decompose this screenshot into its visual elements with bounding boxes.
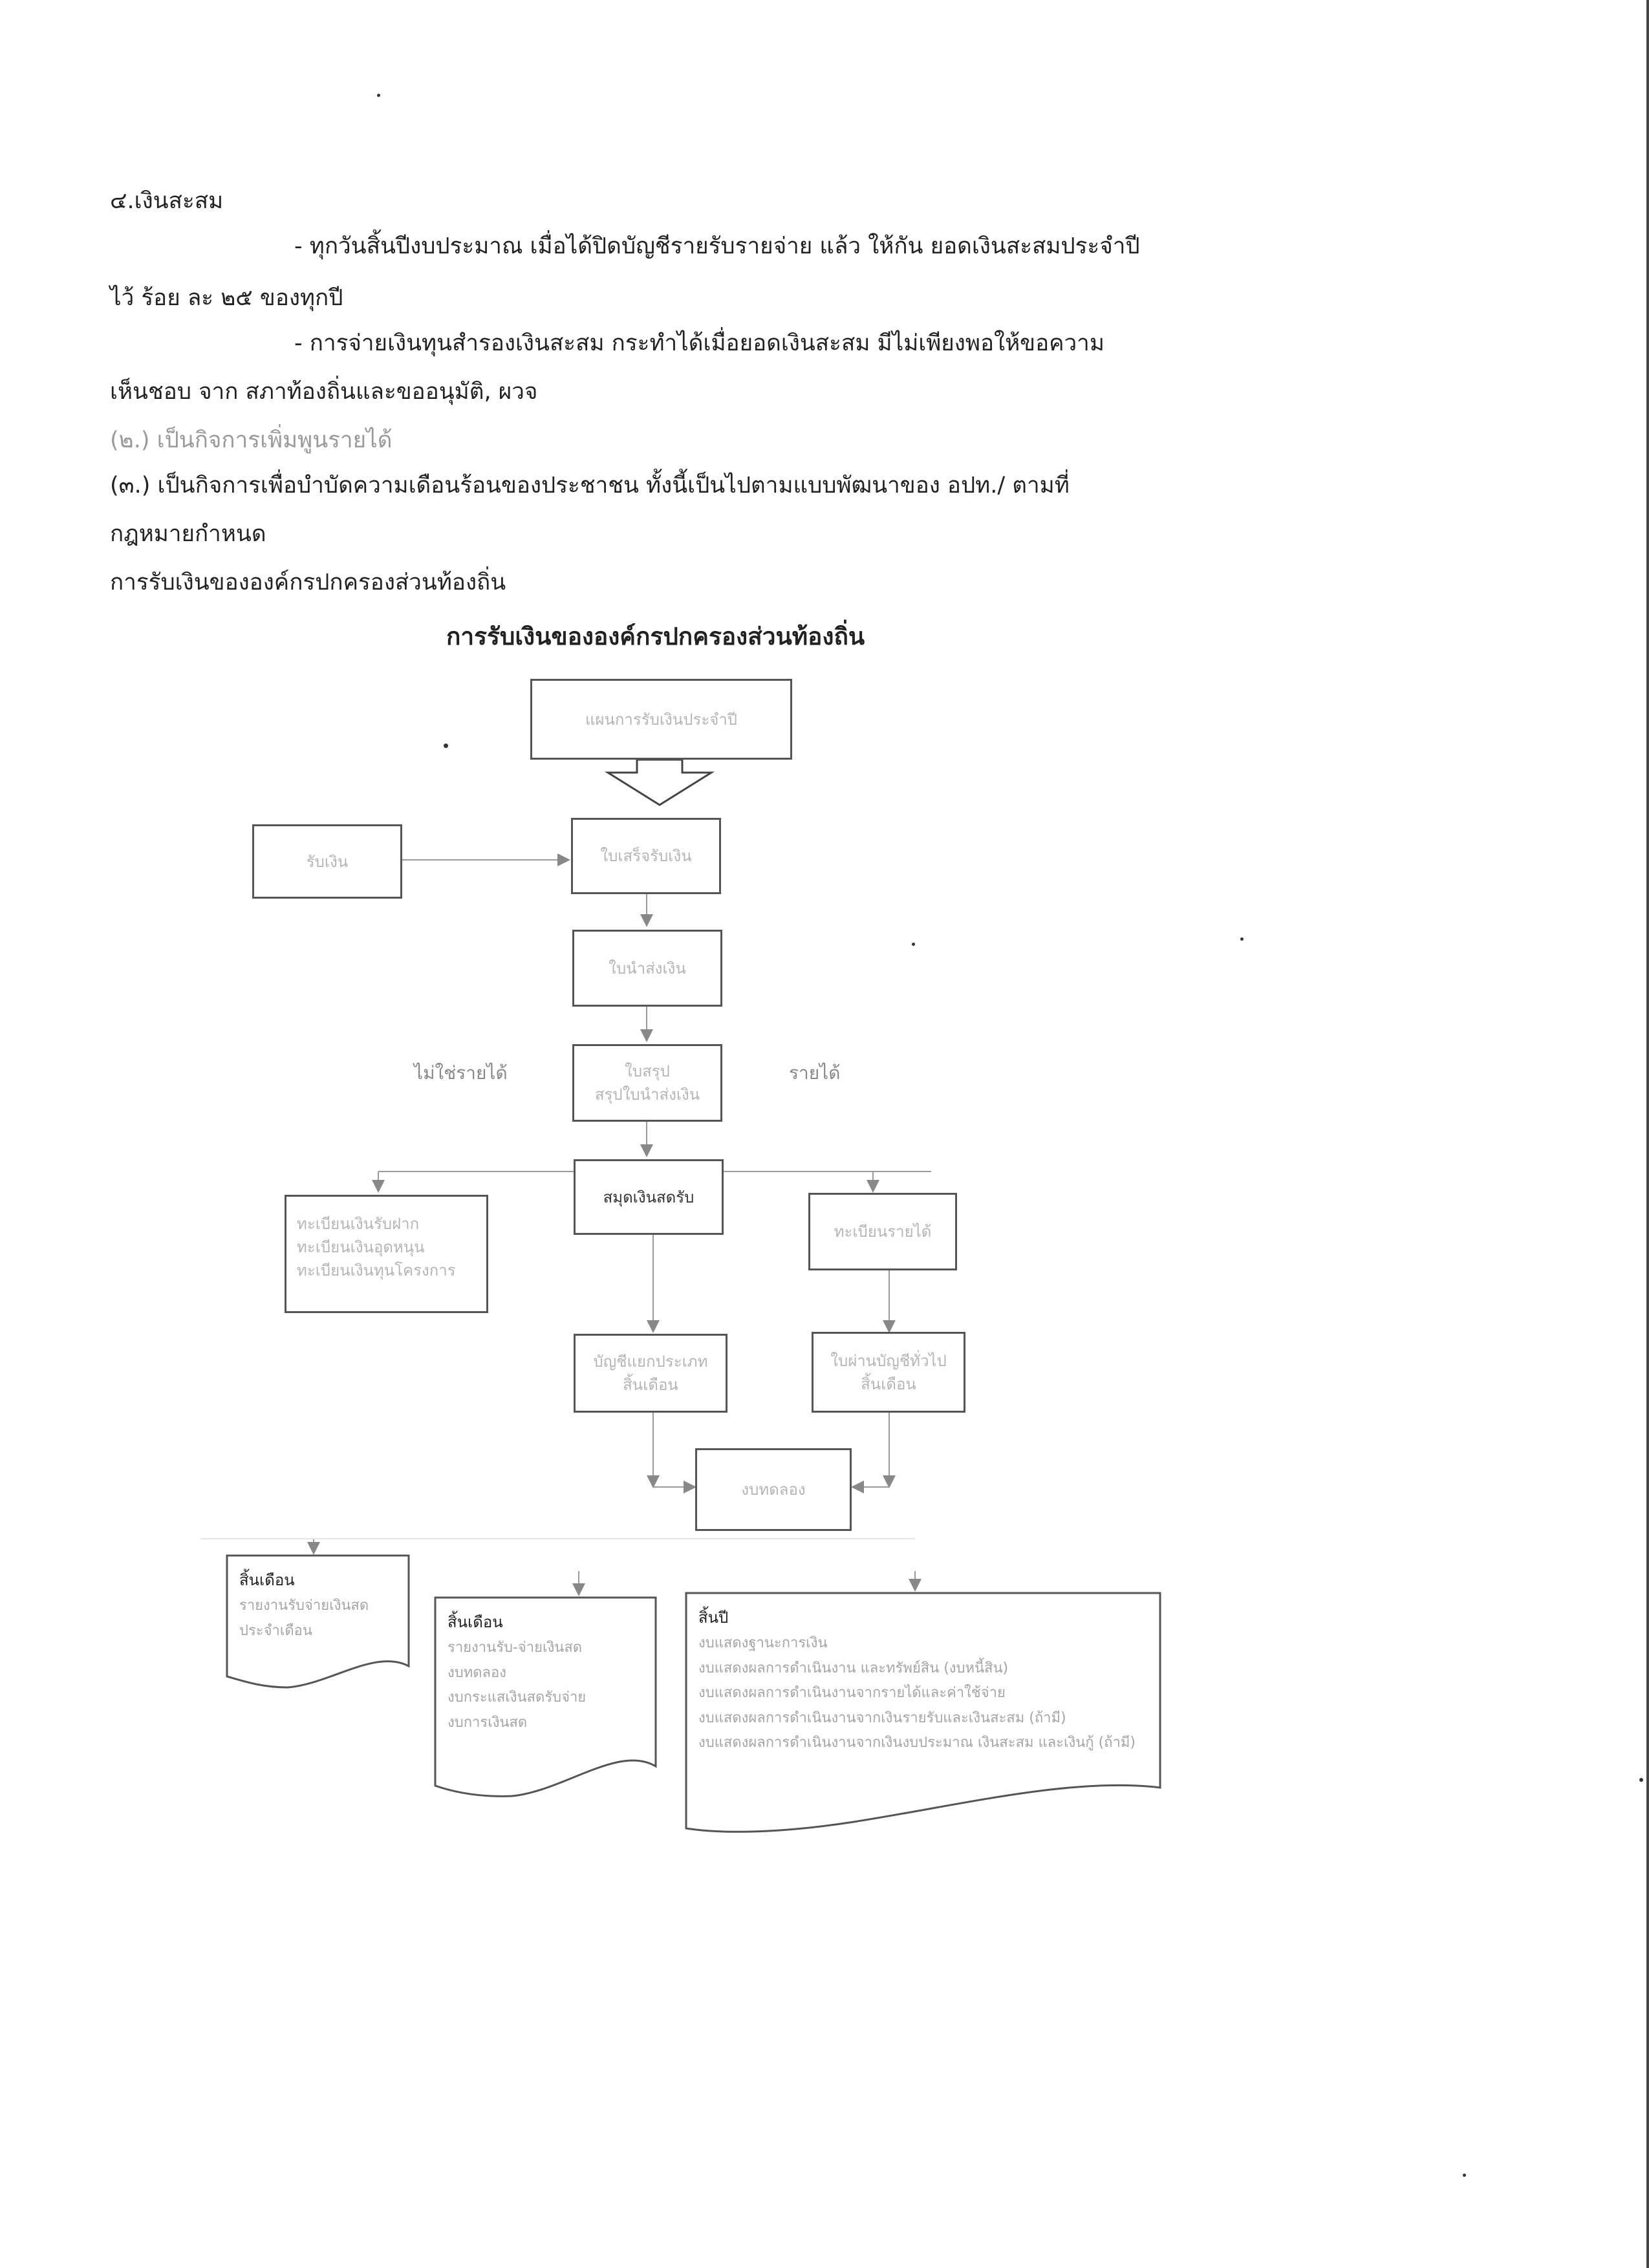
report-doc-b-heading: สิ้นเดือน [447,1613,503,1631]
report-doc-c-item-3: งบแสดงผลการดำเนินงานจากรายได้และค่าใช้จ่าย [698,1685,1006,1701]
scan-edge [1646,0,1649,2268]
paragraph-8: การรับเงินขององค์กรปกครองส่วนท้องถิ่น [110,570,506,595]
report-doc-b-item-2: งบทดลอง [447,1664,506,1681]
scan-speck [444,744,448,748]
slip-box: ใบนำส่งเงิน [572,930,722,1007]
report-doc-b-item-1: รายงานรับ-จ่ายเงินสด [447,1640,583,1656]
flowchart-title: การรับเงินขององค์กรปกครองส่วนท้องถิ่น [446,623,865,650]
paragraph-5: (๒.) เป็นกิจการเพิ่มพูนรายได้ [110,427,393,453]
paragraph-7: กฎหมายกำหนด [110,521,266,547]
paragraph-1: - ทุกวันสิ้นปีงบประมาณ เมื่อได้ปิดบัญชีรายรับรายจ่าย แล้ว ให้กัน ยอดเงินสะสมประจำปี [294,233,1140,259]
paragraph-3: - การจ่ายเงินทุนสำรองเงินสะสม กระทำได้เมื่อยอดเงินสะสม มีไม่เพียงพอให้ขอความ [294,330,1105,356]
non-revenue-line-1: ทะเบียนเงินรับฝาก [297,1215,420,1233]
report-doc-a-item-1: รายงานรับจ่ายเงินสด [239,1598,369,1614]
report-doc-c-item-2: งบแสดงผลการดำเนินงาน และทรัพย์สิน (งบหนี้สิน) [698,1660,1009,1676]
paragraph-4: เห็นชอบ จาก สภาท้องถิ่นและขออนุมัติ, ผวจ [110,379,538,405]
report-doc-a-heading: สิ้นเดือน [239,1571,295,1589]
report-doc-c-heading: สิ้นปี [698,1609,729,1627]
report-doc-a-item-2: ประจำเดือน [239,1622,312,1639]
scan-speck [1240,937,1244,941]
source-box: รับเงิน [252,824,402,899]
report-doc-c-item-5: งบแสดงผลการดำเนินงานจากเงินงบประมาณ เงินสะสม และเงินกู้ (ถ้ามี) [698,1735,1136,1751]
report-doc-b [435,1597,656,1797]
large-down-arrow [608,760,711,805]
non-revenue-line-2: ทะเบียนเงินอุดหนุน [297,1238,425,1256]
summary-box [572,1044,722,1122]
label-revenue: รายได้ [789,1062,841,1084]
scan-speck [1463,2174,1466,2177]
section-heading: ๔.เงินสะสม [110,188,224,214]
daily-book-box: สมุดเงินสดรับ [574,1159,724,1235]
paragraph-6: (๓.) เป็นกิจการเพื่อบำบัดความเดือนร้อนของประชาชน ทั้งนี้เป็นไปตามแบบพัฒนาของ อปท./ ตามที่ [110,473,1070,498]
label-non-revenue: ไม่ใช่รายได้ [414,1062,508,1084]
summary-line-1: ใบสรุป [625,1062,670,1080]
non-revenue-box [285,1195,488,1313]
general-ledger-a-line-2: สิ้นเดือน [623,1376,678,1394]
general-ledger-box-b [812,1332,965,1413]
general-ledger-b-line-1: ใบผ่านบัญชีทั่วไป [830,1351,947,1370]
general-ledger-b-line-2: สิ้นเดือน [861,1375,916,1393]
scan-speck [1639,1778,1643,1782]
trial-balance-box: งบทดลอง [695,1448,852,1531]
paragraph-2: ไว้ ร้อย ละ ๒๕ ของทุกปี [110,285,343,311]
report-doc-c-item-4: งบแสดงผลการดำเนินงานจากเงินรายรับและเงินสะสม (ถ้ามี) [698,1709,1066,1726]
summary-line-2: สรุปใบนำส่งเงิน [594,1086,700,1104]
revenue-register-box: ทะเบียนรายได้ [808,1193,957,1270]
report-doc-a [226,1555,409,1687]
report-doc-c-item-1: งบแสดงฐานะการเงิน [698,1635,828,1651]
scan-speck [912,943,915,946]
receipt-box: ใบเสร็จรับเงิน [571,818,721,894]
scan-speck [377,94,380,97]
non-revenue-line-3: ทะเบียนเงินทุนโครงการ [297,1261,456,1279]
report-doc-c [685,1592,1161,1835]
report-doc-b-item-4: งบการเงินสด [447,1714,528,1731]
start-box: แผนการรับเงินประจำปี [530,679,792,760]
report-doc-b-item-3: งบกระแสเงินสดรับจ่าย [447,1689,587,1706]
general-ledger-a-line-1: บัญชีแยกประเภท [593,1353,708,1371]
general-ledger-box-a [574,1334,727,1413]
